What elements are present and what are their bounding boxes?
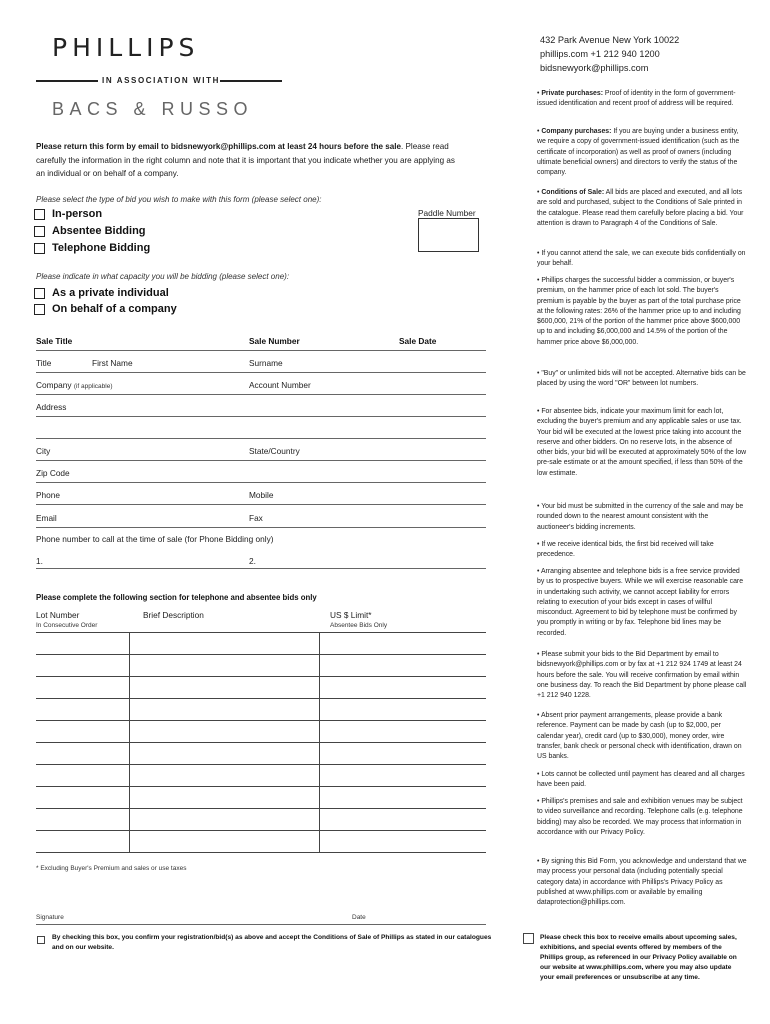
state-country-label: State/Country [249, 446, 300, 456]
bullet-private-purchases: • Private purchases: Proof of identity in the form of government-issued identification and recent proof of address will be required. [537, 90, 736, 108]
phillips-logo: PHILLIPS [52, 33, 200, 62]
company-field-line[interactable] [36, 394, 486, 395]
company-label: On behalf of a company [52, 303, 177, 315]
phone-call-label: Phone number to call at the time of sale (for Phone Bidding only) [36, 534, 274, 544]
limit-cell[interactable] [320, 831, 486, 853]
paddle-number-field[interactable] [418, 218, 479, 252]
sale-date-label: Sale Date [399, 336, 437, 346]
signature-line[interactable] [36, 924, 486, 925]
title-label: Title [36, 358, 52, 368]
private-individual-label: As a private individual [52, 287, 169, 299]
telephone-checkbox[interactable] [34, 243, 45, 254]
bullet-currency: • Your bid must be submitted in the currency of the sale and may be rounded down to the nearest amount consistent with the auctioneer's bidding increments. [537, 503, 744, 531]
in-person-checkbox[interactable] [34, 209, 45, 220]
bullet-6-text: "Buy" or unlimited bids will not be accepted. Alternative bids can be placed by using the word "OR" between lot numbers. [537, 370, 746, 388]
email-field-line[interactable] [36, 527, 486, 528]
mobile-label: Mobile [249, 490, 274, 500]
limit-cell[interactable] [320, 787, 486, 809]
city-field-line[interactable] [36, 460, 486, 461]
bullet-5-text: Phillips charges the successful bidder a commission, or buyer's premium, on the hammer price of each lot sold. The buyer's premium is payable by the buyer as part of the total purchase price at the following rates: 26% of the hammer price up to and including $600,000, 21% of the portion of the hammer price above $600,000 up to and including $6,000,000 and 14.5% of the portion of the hammer price above $6,000,000. [537, 277, 741, 346]
intro-text [36, 140, 456, 181]
company-note: (if applicable) [73, 383, 113, 390]
logo-rule-right [220, 80, 282, 82]
bullet-10-text: Arranging absentee and telephone bids is a free service provided by us to prospective buyers. While we will exercise reasonable care in undertaking such activity, we cannot accept liability for errors relating to execution of your bids except in cases of willful misconduct. Agreement to bid by telephone must be confirmed by you promptly in writing or by fax. Telephone bid lines may be recorded. [537, 568, 744, 637]
account-number-label: Account Number [249, 380, 311, 390]
zip-field-line[interactable] [36, 482, 486, 483]
bullet-free-service: • Arranging absentee and telephone bids is a free service provided by us to prospective buyers. While we will exercise reasonable care in undertaking such activity, we cannot accept liability for errors relating to execution of your bids except in cases of willful misconduct. Agreement to bid by telephone must be confirmed by you promptly in writing or by fax. Telephone bid lines may be recorded. [537, 568, 744, 637]
description-cell[interactable] [130, 699, 320, 721]
name-field-line[interactable] [36, 372, 486, 373]
confirm-checkbox[interactable] [37, 936, 45, 944]
sale-title-label: Sale Title [36, 336, 73, 346]
lot-table [36, 632, 486, 852]
association-label: IN ASSOCIATION WITH [102, 76, 220, 85]
phone-1-label: 1. [36, 556, 43, 566]
absentee-label: Absentee Bidding [52, 225, 146, 237]
sale-number-label: Sale Number [249, 336, 300, 346]
bullet-1-title: Private purchases: [541, 90, 603, 97]
zip-code-label: Zip Code [36, 468, 70, 478]
bullet-7-text: For absentee bids, indicate your maximum limit for each lot, excluding the buyer's premium and any applicable sales or use tax. Your bid will be executed at the lowest price taking into account the reserve and other bidders. On no reserve lots, in the absence of other bids, your bid will be executed at approximately 50% of the low pre-sale estimate or at the amount specified, if less than 50% of the low estimate. [537, 408, 747, 477]
bullet-15-text: By signing this Bid Form, you acknowledge and understand that we may process your personal data (including potentially special category data) in accordance with Phillips's Privacy Policy as published at www.phillips.com or available by emailing dataprotection@phillips.com. [537, 858, 747, 907]
address-field-line[interactable] [36, 416, 486, 417]
confirm-text: By checking this box, you confirm your registration/bid(s) as above and accept the Conditions of Sale of Phillips as stated in our catalogues and on our website. [52, 934, 492, 951]
lot-number-cell[interactable] [36, 677, 130, 699]
limit-cell[interactable] [320, 743, 486, 765]
absentee-checkbox[interactable] [34, 226, 45, 237]
description-cell[interactable] [130, 633, 320, 655]
lot-number-cell[interactable] [36, 743, 130, 765]
bullet-unlimited-bids: • "Buy" or unlimited bids will not be accepted. Alternative bids can be placed by using the word "OR" between lot numbers. [537, 370, 746, 388]
limit-header: US $ Limit* [330, 610, 372, 620]
bullet-14-text: Phillips's premises and sale and exhibition venues may be subject to video surveillance and recording. Telephone calls (e.g. telephone bidding) may also be recorded. We may process that information in accordance with our Privacy Policy. [537, 798, 743, 836]
description-cell[interactable] [130, 655, 320, 677]
bullet-8-text: Your bid must be submitted in the currency of the sale and may be rounded down to the nearest amount consistent with the auctioneer's bidding increments. [537, 503, 744, 531]
signature-label: Signature [36, 914, 64, 921]
description-header: Brief Description [143, 610, 204, 620]
phone-2-label: 2. [249, 556, 256, 566]
bullet-2-title: Company purchases: [541, 128, 612, 135]
bullet-4-text: If you cannot attend the sale, we can execute bids confidentially on your behalf. [537, 250, 746, 268]
lot-number-cell[interactable] [36, 655, 130, 677]
contact-phone: phillips.com +1 212 940 1200 [540, 49, 660, 59]
telephone-label: Telephone Bidding [52, 242, 151, 254]
description-cell[interactable] [130, 765, 320, 787]
city-label: City [36, 446, 51, 456]
bullet-conditions-of-sale: • Conditions of Sale: All bids are placed and executed, and all lots are sold and purchased, subject to the Conditions of Sale printed in the catalogue. Please read them carefully before placing a bid. Your attention is drawn to Paragraph 4 of the Conditions of Sale. [537, 189, 744, 227]
phone-field-line[interactable] [36, 504, 486, 505]
lots-heading: Please complete the following section for telephone and absentee bids only [36, 593, 317, 602]
limit-cell[interactable] [320, 721, 486, 743]
first-name-label: First Name [92, 358, 133, 368]
phone-call-field-line[interactable] [36, 568, 486, 569]
bullet-company-purchases: • Company purchases: If you are buying under a business entity, we require a copy of government-issued identification (such as the certificate of incorporation) as well as proof of owners (including ultimate beneficial owners) and directors to verify the status of the company. [537, 128, 740, 177]
company-field-name: Company [36, 380, 72, 390]
email-label: Email [36, 513, 57, 523]
intro-bold: Please return this form by email to bidsnewyork@phillips.com at least 24 hours before the sale [36, 142, 402, 151]
bullet-11-text: Please submit your bids to the Bid Department by email to bidsnewyork@phillips.com or by fax at +1 212 924 1749 at least 24 hours before the sale. You will receive confirmation by email within one business day. To reach the Bid Department by phone please call +1 212 940 1228. [537, 651, 747, 700]
bullet-13-text: Lots cannot be collected until payment has cleared and all charges have been paid. [537, 771, 745, 789]
logo-rule-left [36, 80, 98, 82]
intro-rest: . Please read carefully the information in the right column and note that it is important that you indicate whether you are applying as an individual or on behalf of a company. [36, 142, 455, 178]
paddle-number-label: Paddle Number [418, 208, 476, 218]
description-cell[interactable] [130, 831, 320, 853]
in-person-label: In-person [52, 208, 103, 220]
bullet-execute-bids: • If you cannot attend the sale, we can execute bids confidentially on your behalf. [537, 250, 746, 268]
description-cell[interactable] [130, 809, 320, 831]
bullet-3-title: Conditions of Sale: [541, 189, 605, 196]
company-checkbox[interactable] [34, 304, 45, 315]
bullet-2-text: If you are buying under a business entity, we require a copy of government-issued identification (such as the certificate of incorporation) as well as proof of owners (including ultimate beneficial owners) and directors to verify the status of the company. [537, 128, 740, 177]
address-field-line-2[interactable] [36, 438, 486, 439]
private-individual-checkbox[interactable] [34, 288, 45, 299]
company-field-label [36, 380, 113, 390]
lot-number-cell[interactable] [36, 831, 130, 853]
limit-cell[interactable] [320, 677, 486, 699]
bullet-3-text: All bids are placed and executed, and all lots are sold and purchased, subject to the Conditions of Sale printed in the catalogue. Please read them carefully before placing a bid. Your attention is drawn to Paragraph 4 of the Conditions of Sale. [537, 189, 744, 227]
date-label: Date [352, 914, 366, 921]
limit-cell[interactable] [320, 633, 486, 655]
bullet-identical-bids: • If we receive identical bids, the first bid received will take precedence. [537, 541, 714, 559]
bullet-absentee-limit: • For absentee bids, indicate your maximum limit for each lot, excluding the buyer's premium and any applicable sales or use tax. Your bid will be executed at the lowest price taking into account the reserve and other bidders. On no reserve lots, in the absence of other bids, your bid will be executed at approximately 50% of the low pre-sale estimate or at the amount specified, if less than 50% of the low estimate. [537, 408, 747, 477]
partner-logo: BACS & RUSSO [52, 99, 254, 119]
bullet-privacy: • By signing this Bid Form, you acknowledge and understand that we may process your personal data (including potentially special category data) in accordance with Phillips's Privacy Policy as published at www.phillips.com or available by emailing dataprotection@phillips.com. [537, 858, 747, 907]
limit-subheader: Absentee Bids Only [330, 622, 388, 629]
lot-number-cell[interactable] [36, 765, 130, 787]
lot-number-cell[interactable] [36, 633, 130, 655]
lot-number-cell[interactable] [36, 699, 130, 721]
bullet-9-text: If we receive identical bids, the first bid received will take precedence. [537, 541, 714, 559]
contact-address: 432 Park Avenue New York 10022 [540, 35, 680, 45]
limit-cell[interactable] [320, 655, 486, 677]
fax-label: Fax [249, 513, 263, 523]
marketing-checkbox[interactable] [523, 933, 534, 944]
bullet-payment: • Absent prior payment arrangements, please provide a bank reference. Payment can be made by cash (up to $2,000, per calendar year), credit card (up to $30,000), money order, wire transfer, bank check or personal check with identification, drawn on US banks. [537, 712, 742, 761]
marketing-text: Please check this box to receive emails about upcoming sales, exhibitions, and special events offered by members of the Phillips group, as referenced in our Privacy Policy available on our website at www.phillips.com, where you may also update your email preferences or unsubscribe at any time. [540, 934, 737, 981]
surname-label: Surname [249, 358, 283, 368]
address-label: Address [36, 402, 67, 412]
phone-label: Phone [36, 490, 60, 500]
limit-cell[interactable] [320, 809, 486, 831]
description-cell[interactable] [130, 677, 320, 699]
lot-number-cell[interactable] [36, 787, 130, 809]
lot-number-subheader: In Consecutive Order [36, 622, 98, 629]
bullet-collection: • Lots cannot be collected until payment has cleared and all charges have been paid. [537, 771, 745, 789]
lot-number-cell[interactable] [36, 809, 130, 831]
bullet-surveillance: • Phillips's premises and sale and exhibition venues may be subject to video surveillance and recording. Telephone calls (e.g. telephone bidding) may also be recorded. We may process that information in accordance with our Privacy Policy. [537, 798, 743, 836]
limit-cell[interactable] [320, 765, 486, 787]
bullet-12-text: Absent prior payment arrangements, please provide a bank reference. Payment can be made by cash (up to $2,000, per calendar year), credit card (up to $30,000), money order, wire transfer, bank check or personal check with identification, drawn on US banks. [537, 712, 742, 761]
description-cell[interactable] [130, 743, 320, 765]
lot-number-cell[interactable] [36, 721, 130, 743]
description-cell[interactable] [130, 721, 320, 743]
sale-field-line[interactable] [36, 350, 486, 351]
capacity-prompt: Please indicate in what capacity you will be bidding (please select one): [36, 272, 290, 281]
bullet-submit-bids: • Please submit your bids to the Bid Department by email to bidsnewyork@phillips.com or by fax at +1 212 924 1749 at least 24 hours before the sale. You will receive confirmation by email within one business day. To reach the Bid Department by phone please call +1 212 940 1228. [537, 651, 747, 700]
description-cell[interactable] [130, 787, 320, 809]
contact-email: bidsnewyork@phillips.com [540, 63, 649, 73]
lots-footnote: * Excluding Buyer's Premium and sales or use taxes [36, 865, 187, 872]
lot-number-header: Lot Number [36, 610, 80, 620]
bullet-buyers-premium: • Phillips charges the successful bidder a commission, or buyer's premium, on the hammer price of each lot sold. The buyer's premium is payable by the buyer as part of the total purchase price at the following rates: 26% of the hammer price up to and including $600,000, 21% of the portion of the hammer price above $600,000 up to and including $6,000,000 and 14.5% of the portion of the hammer price above $6,000,000. [537, 277, 741, 346]
limit-cell[interactable] [320, 699, 486, 721]
bid-type-prompt: Please select the type of bid you wish to make with this form (please select one): [36, 195, 322, 204]
bullet-1-text: Proof of identity in the form of government-issued identification and recent proof of address will be required. [537, 90, 736, 108]
